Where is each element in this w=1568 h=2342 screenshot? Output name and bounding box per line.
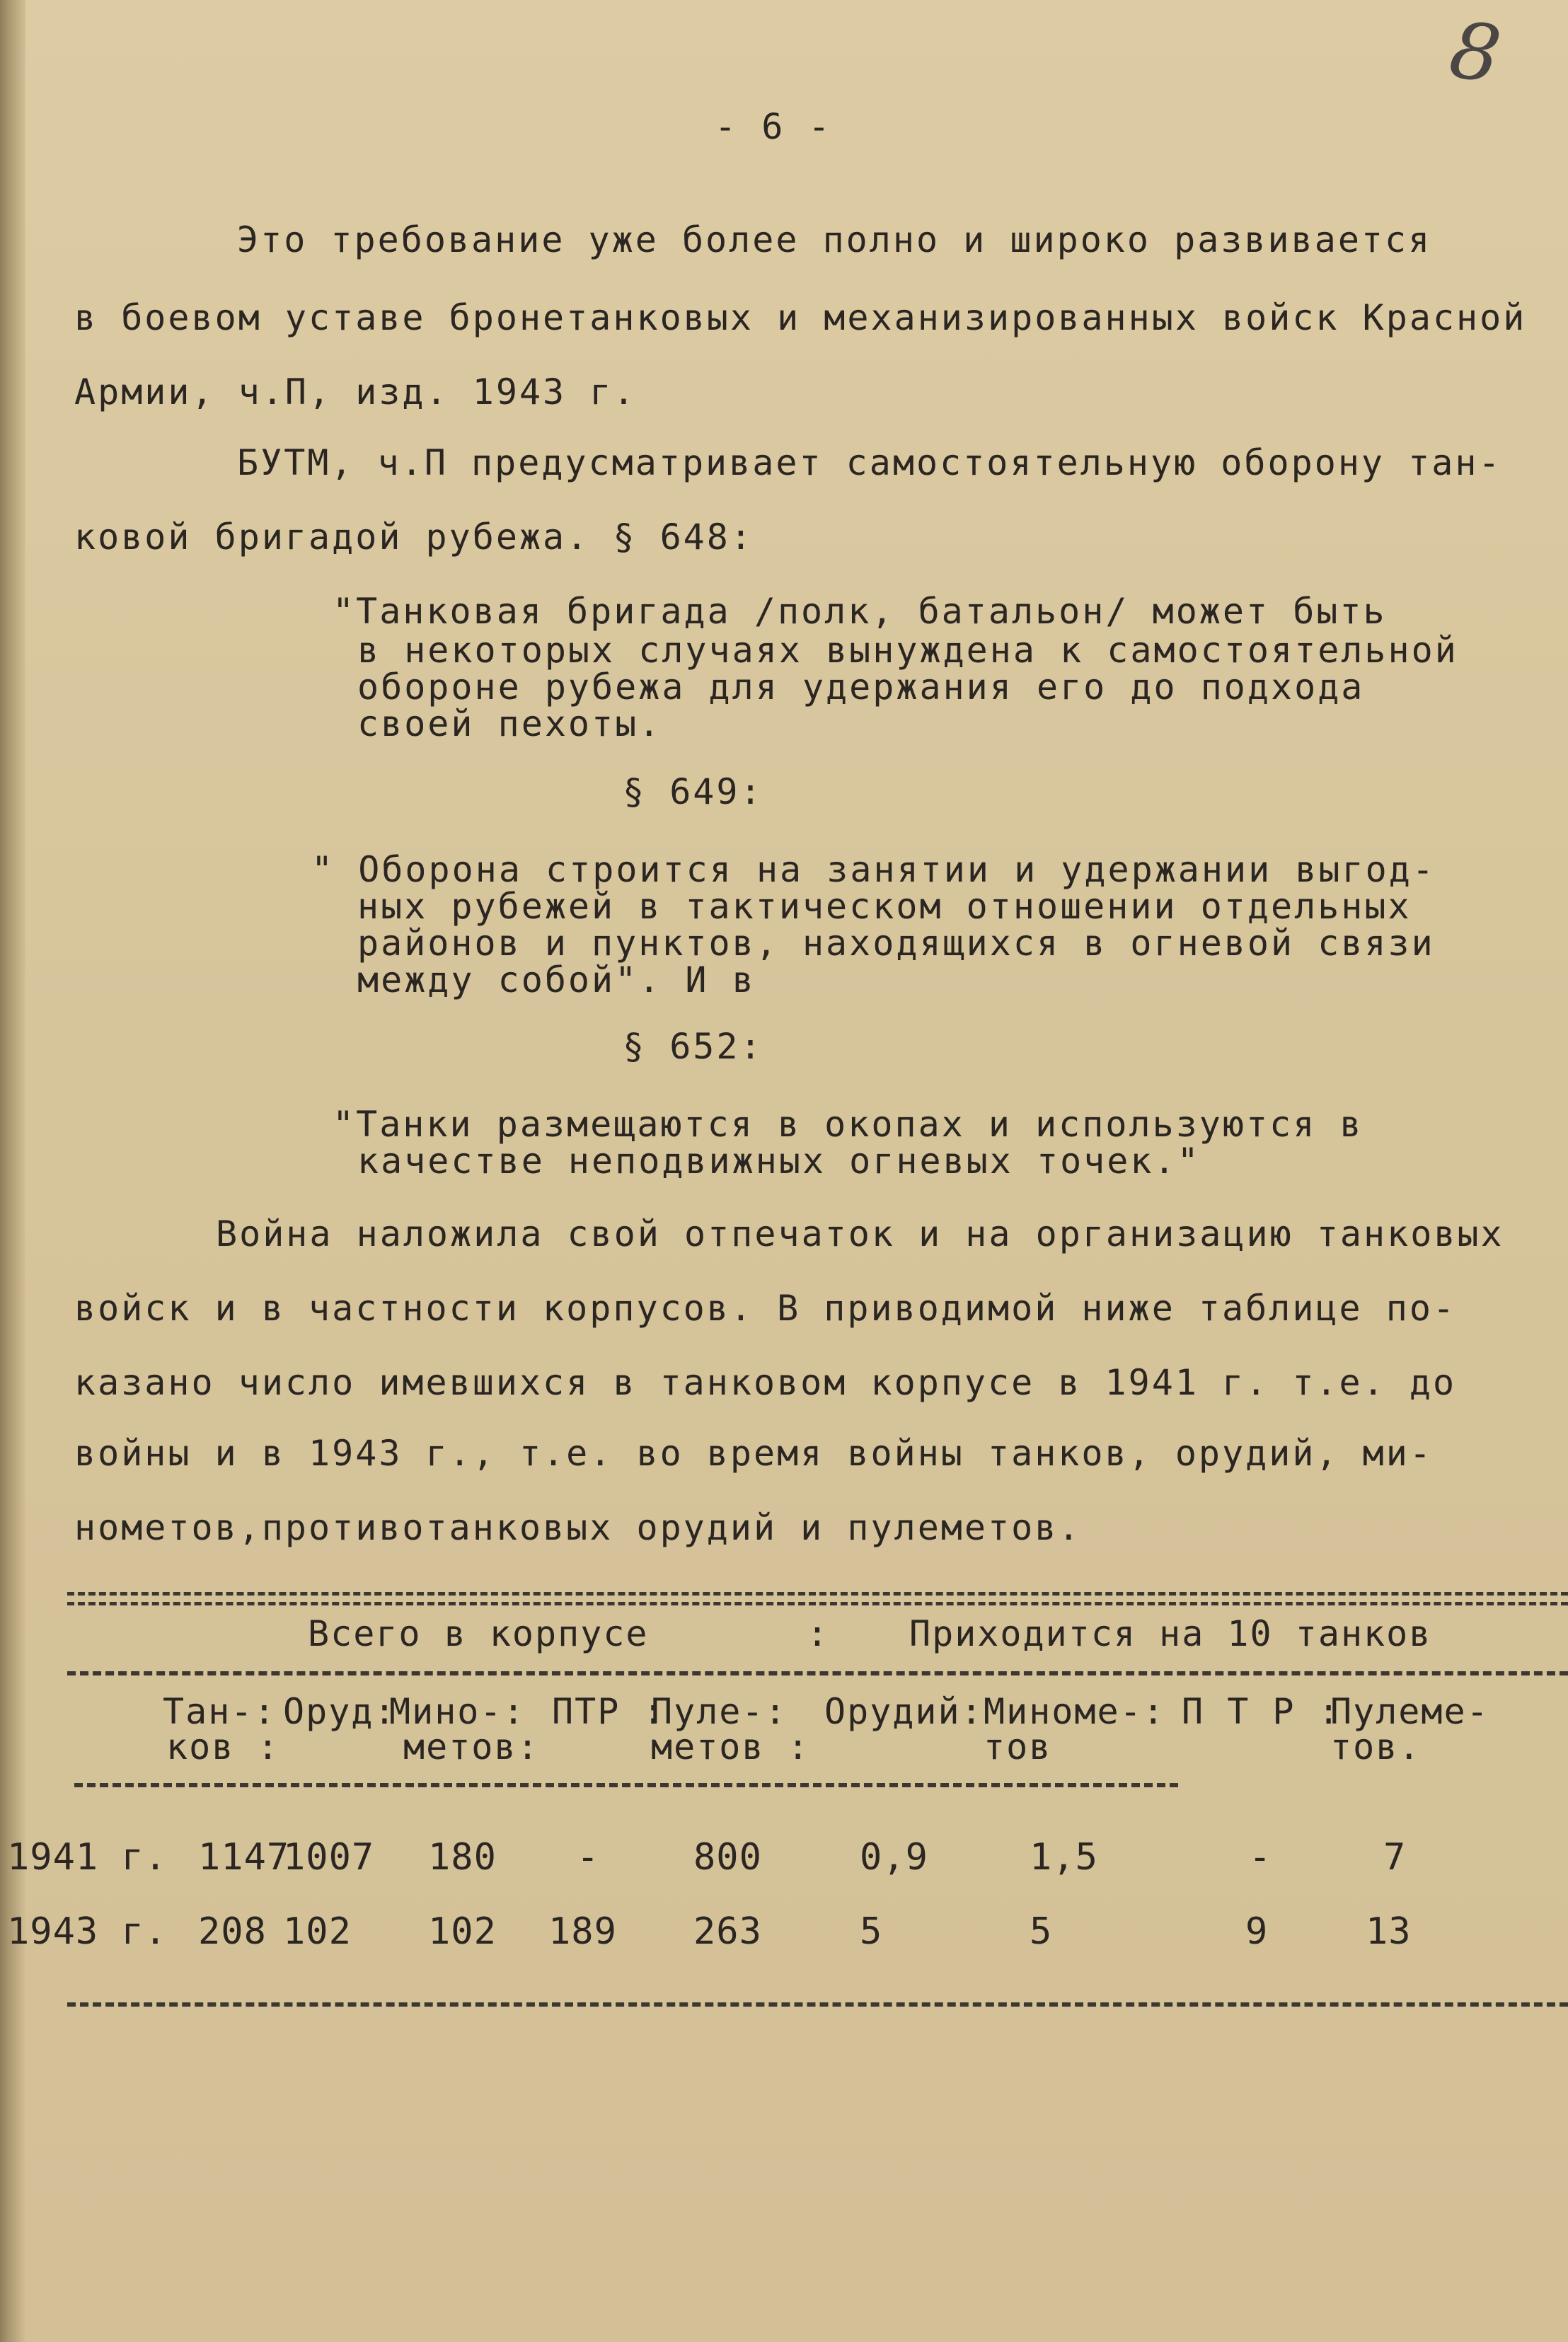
table-cell: 189 xyxy=(548,1910,617,1953)
table-cell: 1,5 xyxy=(1030,1836,1098,1879)
paragraph-3-line-5: нометов,противотанковых орудий и пулеметов. xyxy=(74,1507,1082,1548)
table-col-mortars: Мино-: xyxy=(389,1691,526,1732)
paragraph-1-line-3: Армии, ч.П, изд. 1943 г. xyxy=(74,371,637,413)
page-number: - 6 - xyxy=(715,106,832,147)
quote-649-line-3: районов и пунктов, находящихся в огневой связи xyxy=(357,923,1435,964)
table-row-1941-label: 1941 г. xyxy=(7,1836,168,1879)
table-cell: 9 xyxy=(1245,1910,1269,1953)
table-cell: 208 xyxy=(198,1910,267,1953)
table-top-double-rule-2 xyxy=(67,1602,1568,1605)
table-col-mg-2: метов : xyxy=(651,1726,810,1767)
table-col-atr: ПТР : xyxy=(552,1691,666,1732)
table-col-mg-per10: Пулеме- xyxy=(1330,1691,1489,1732)
table-col-guns-per10: Орудий: xyxy=(824,1691,984,1732)
table-cell: 1147 xyxy=(198,1836,290,1879)
table-cell: 263 xyxy=(693,1910,762,1953)
table-subheader-rule xyxy=(74,1783,1178,1787)
table-cell: 102 xyxy=(283,1910,352,1953)
page-edge-shadow xyxy=(0,0,25,2342)
table-cell: 102 xyxy=(428,1910,497,1953)
quote-652-line-1: "Танки размещаются в окопах и используются в xyxy=(333,1104,1364,1145)
table-cell: 7 xyxy=(1383,1836,1407,1879)
table-row-1943-label: 1943 г. xyxy=(7,1910,168,1953)
quote-648-line-2: в некоторых случаях вынуждена к самостоятельной xyxy=(357,630,1458,671)
table-cell: 5 xyxy=(860,1910,883,1953)
paragraph-3-line-3: казано число имевшихся в танковом корпусе в 1941 г. т.е. до xyxy=(74,1362,1457,1403)
table-column-separator: : xyxy=(807,1613,829,1654)
handwritten-sheet-number: 8 xyxy=(1444,4,1506,101)
table-col-mg: Пуле-: xyxy=(651,1691,788,1732)
table-top-double-rule xyxy=(67,1592,1568,1596)
table-col-mortars-per10: Миноме-: xyxy=(984,1691,1165,1732)
quote-649-line-2: ных рубежей в тактическом отношении отдельных xyxy=(357,886,1412,927)
table-cell: - xyxy=(577,1836,600,1879)
table-header-rule xyxy=(67,1671,1568,1675)
paragraph-1-line-1: Это требование уже более полно и широко развивается xyxy=(237,219,1432,260)
paragraph-1-line-2: в боевом уставе бронетанковых и механизированных войск Красной xyxy=(74,297,1527,338)
table-group-header-per-ten: Приходится на 10 танков xyxy=(909,1613,1432,1654)
table-col-guns: Оруд: xyxy=(283,1691,397,1732)
table-cell: 180 xyxy=(428,1836,497,1879)
quote-648-line-1: "Танковая бригада /полк, батальон/ может быть xyxy=(333,591,1387,632)
quote-648-line-3: обороне рубежа для удержания его до подхода xyxy=(357,667,1365,708)
paragraph-3-line-4: войны и в 1943 г., т.е. во время войны танков, орудий, ми- xyxy=(74,1433,1433,1474)
table-col-mortars-2: метов: xyxy=(403,1726,540,1767)
quote-652-line-2: качестве неподвижных огневых точек." xyxy=(357,1141,1201,1182)
table-cell: 13 xyxy=(1366,1910,1412,1953)
table-col-mg-per10-2: тов. xyxy=(1330,1726,1422,1767)
quote-649-line-4: между собой". И в xyxy=(357,959,756,1000)
paragraph-2-line-2: ковой бригадой рубежа. § 648: xyxy=(74,517,754,558)
section-649-heading: § 649: xyxy=(623,771,763,812)
table-cell: 0,9 xyxy=(860,1836,928,1879)
section-652-heading: § 652: xyxy=(623,1026,763,1067)
paragraph-2-line-1: БУТМ, ч.П предусматривает самостоятельную оборону тан- xyxy=(237,442,1502,483)
table-col-mortars-per10-2: тов xyxy=(984,1726,1052,1767)
table-col-tanks-2: ков : xyxy=(166,1726,280,1767)
paragraph-3-line-2: войск и в частности корпусов. В приводимой ниже таблице по- xyxy=(74,1288,1457,1329)
table-cell: 5 xyxy=(1030,1910,1053,1953)
table-col-atr-per10: П Т Р : xyxy=(1182,1691,1341,1732)
table-col-tanks: Тан-: xyxy=(163,1691,277,1732)
table-group-header-total: Всего в корпусе xyxy=(308,1613,649,1654)
table-cell: - xyxy=(1249,1836,1272,1879)
table-cell: 800 xyxy=(693,1836,762,1879)
table-bottom-rule xyxy=(67,2002,1568,2007)
paragraph-3-line-1: Война наложила свой отпечаток и на организацию танковых xyxy=(216,1213,1504,1254)
quote-649-line-1: " Оборона строится на занятии и удержании выгод- xyxy=(311,849,1436,890)
table-cell: 1007 xyxy=(283,1836,375,1879)
quote-648-line-4: своей пехоты. xyxy=(357,703,662,744)
